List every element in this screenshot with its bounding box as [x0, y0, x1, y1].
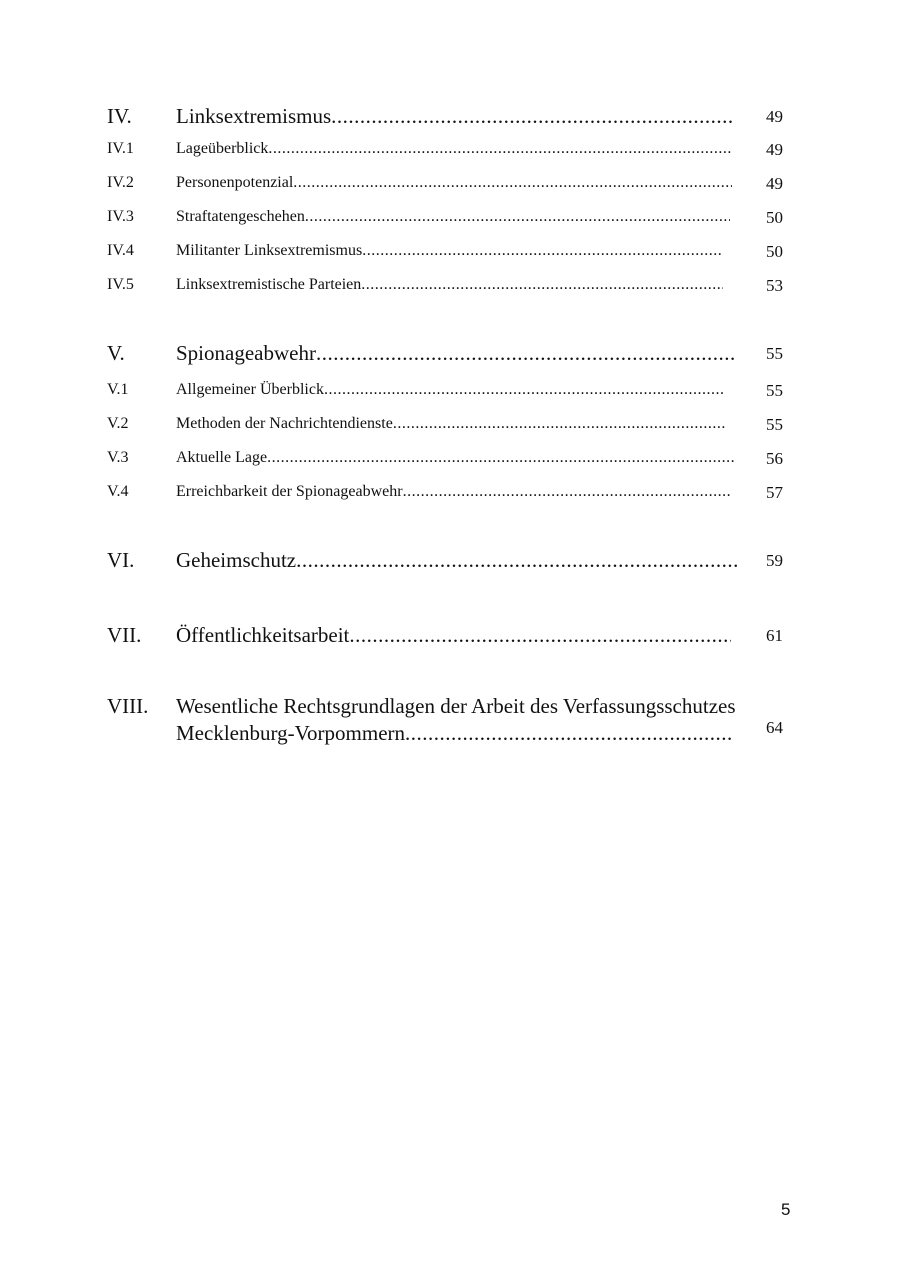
section-number: VII.	[107, 623, 142, 647]
toc-entry[interactable]	[107, 694, 797, 746]
section-title: Spionageabwehr	[176, 341, 316, 365]
section-title: Militanter Linksextremismus	[176, 242, 363, 259]
title-with-leader	[176, 276, 723, 294]
page-ref: 61	[766, 626, 783, 645]
title-with-leader	[176, 174, 732, 192]
section-title: Methoden der Nachrichtendienste	[176, 415, 393, 432]
section-number: V.4	[107, 483, 129, 500]
page-ref: 55	[766, 381, 783, 400]
title-with-leader	[176, 483, 732, 501]
title-with-leader	[176, 623, 731, 648]
page-ref: 53	[766, 276, 783, 295]
toc-entry[interactable]	[107, 623, 797, 649]
toc-entry[interactable]	[107, 381, 797, 407]
section-title-line-2: Mecklenburg-Vorpommern	[176, 721, 406, 745]
section-number: IV.	[107, 104, 132, 128]
toc-entry[interactable]	[107, 276, 797, 302]
page-ref: 56	[766, 449, 783, 468]
dot-leader	[349, 623, 731, 648]
page-ref: 64	[766, 718, 783, 737]
section-title: Personenpotenzial	[176, 174, 294, 191]
dot-leader	[361, 276, 723, 294]
dot-leader	[403, 483, 732, 501]
title-with-leader	[176, 548, 740, 573]
dot-leader	[267, 449, 735, 467]
toc-entry[interactable]	[107, 548, 797, 574]
section-title: Linksextremistische Parteien	[176, 276, 362, 293]
title-with-leader	[176, 242, 721, 260]
toc-entry[interactable]	[107, 242, 797, 268]
section-title: Erreichbarkeit der Spionageabwehr	[176, 483, 403, 500]
toc-entry[interactable]	[107, 208, 797, 234]
toc-entry[interactable]	[107, 483, 797, 509]
section-number: VIII.	[107, 694, 149, 718]
section-title: Straftatengeschehen	[176, 208, 305, 225]
page-ref: 49	[766, 107, 783, 126]
section-number: IV.3	[107, 208, 134, 225]
title-with-leader	[176, 104, 732, 129]
section-title: Lageüberblick	[176, 140, 269, 157]
section-title: Allgemeiner Überblick	[176, 381, 324, 398]
dot-leader	[393, 415, 726, 433]
page-ref: 55	[766, 344, 783, 363]
title-with-leader	[176, 415, 726, 433]
section-number: IV.4	[107, 242, 134, 259]
dot-leader	[305, 208, 730, 226]
title-with-leader	[176, 208, 730, 226]
section-number: V.3	[107, 449, 129, 466]
title-with-leader	[176, 381, 724, 399]
page-ref: 50	[766, 208, 783, 227]
section-number: V.	[107, 341, 125, 365]
toc-entry[interactable]	[107, 341, 797, 367]
dot-leader	[331, 104, 732, 129]
title-with-leader	[176, 721, 733, 746]
section-title: Geheimschutz	[176, 548, 297, 572]
section-number: VI.	[107, 548, 135, 572]
dot-leader	[362, 242, 721, 260]
section-number: V.2	[107, 415, 129, 432]
title-with-leader	[176, 140, 732, 158]
section-number: IV.2	[107, 174, 134, 191]
page-number: 5	[781, 1200, 791, 1219]
section-title: Aktuelle Lage	[176, 449, 268, 466]
dot-leader	[405, 721, 733, 746]
toc-entry[interactable]	[107, 415, 797, 441]
toc-entry[interactable]	[107, 104, 797, 130]
title-with-leader	[176, 341, 734, 366]
dot-leader	[296, 548, 740, 573]
page-ref: 49	[766, 140, 783, 159]
dot-leader	[324, 381, 724, 399]
section-number: IV.5	[107, 276, 134, 293]
table-of-contents	[107, 0, 797, 1271]
page-ref: 57	[766, 483, 783, 502]
page-ref: 49	[766, 174, 783, 193]
toc-entry[interactable]	[107, 174, 797, 200]
section-title-line-1: Wesentliche Rechtsgrundlagen der Arbeit des Verfassungsschutzes	[176, 694, 736, 718]
page-ref: 59	[766, 551, 783, 570]
dot-leader	[316, 341, 734, 366]
section-title: Öffentlichkeitsarbeit	[176, 623, 350, 647]
page-ref: 50	[766, 242, 783, 261]
dot-leader	[293, 174, 732, 192]
section-title: Linksextremismus	[176, 104, 332, 128]
toc-entry[interactable]	[107, 140, 797, 166]
dot-leader	[268, 140, 732, 158]
toc-entry[interactable]	[107, 449, 797, 475]
section-number: IV.1	[107, 140, 134, 157]
title-with-leader	[176, 449, 735, 467]
page-ref: 55	[766, 415, 783, 434]
section-number: V.1	[107, 381, 129, 398]
